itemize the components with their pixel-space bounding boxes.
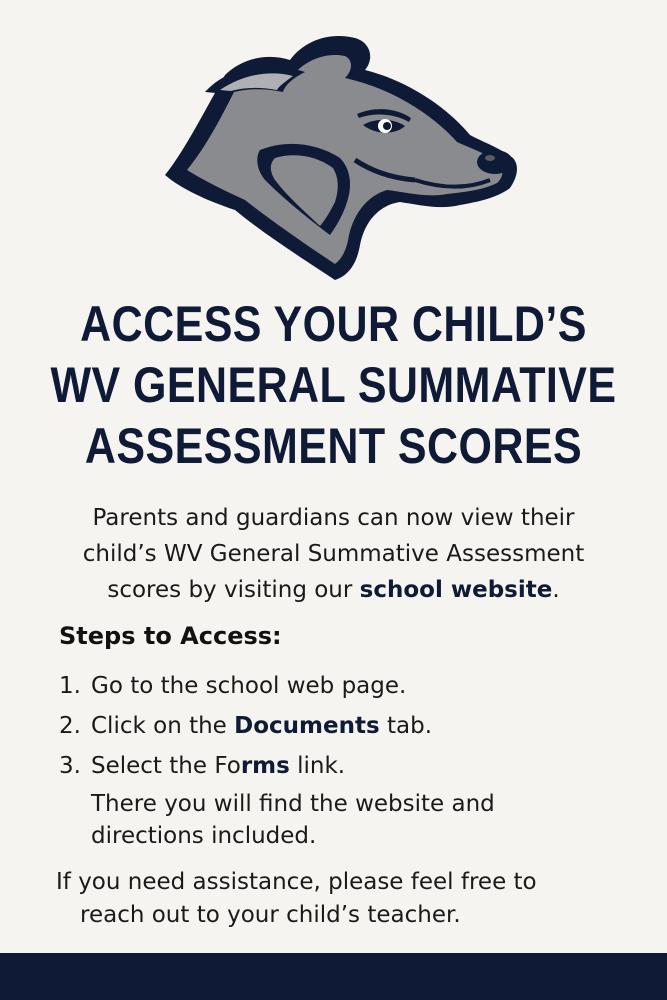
step-text: Select the Fo bbox=[91, 753, 241, 779]
step-text-suffix: link. bbox=[289, 753, 346, 779]
step-item bbox=[59, 706, 561, 746]
intro-line-2: child’s WV General Summative Assessment bbox=[82, 541, 585, 567]
steps-heading: Steps to Access: bbox=[59, 622, 282, 650]
step-number: 1. bbox=[59, 673, 81, 699]
greyhound-mascot-icon bbox=[165, 30, 520, 285]
forms-link-label: rms bbox=[240, 753, 290, 779]
steps-note-line-2: directions included. bbox=[91, 823, 317, 849]
intro-line-3 bbox=[30, 572, 637, 608]
documents-tab-label: Documents bbox=[234, 713, 380, 739]
intro-paragraph bbox=[30, 500, 637, 608]
assist-line-1: If you need assistance, please feel free to bbox=[56, 869, 537, 895]
assistance-note bbox=[56, 866, 616, 932]
steps-list bbox=[59, 666, 561, 852]
intro-line-3-suffix: . bbox=[552, 577, 560, 603]
step-text-suffix: tab. bbox=[379, 713, 433, 739]
headline-line-1: ACCESS YOUR CHILD’S bbox=[80, 296, 587, 352]
headline-line-3: ASSESSMENT SCORES bbox=[84, 418, 583, 474]
step-item bbox=[59, 666, 561, 706]
step-number: 3. bbox=[59, 753, 81, 779]
headline-line-2: WV GENERAL SUMMATIVE bbox=[50, 357, 617, 413]
step-text: Go to the school web page. bbox=[91, 673, 407, 699]
school-website-link[interactable]: school website bbox=[359, 577, 553, 603]
step-number: 2. bbox=[59, 713, 81, 739]
step-item bbox=[59, 746, 561, 852]
assist-line-2: reach out to your child’s teacher. bbox=[80, 902, 461, 928]
footer-bar bbox=[0, 953, 667, 1000]
headline bbox=[0, 294, 667, 477]
steps-note-line-1: There you will find the website and bbox=[91, 791, 495, 817]
intro-line-3-prefix: scores by visiting our bbox=[107, 577, 360, 603]
step-text: Click on the bbox=[91, 713, 235, 739]
steps-note bbox=[59, 788, 561, 852]
intro-line-1: Parents and guardians can now view their bbox=[92, 505, 575, 531]
